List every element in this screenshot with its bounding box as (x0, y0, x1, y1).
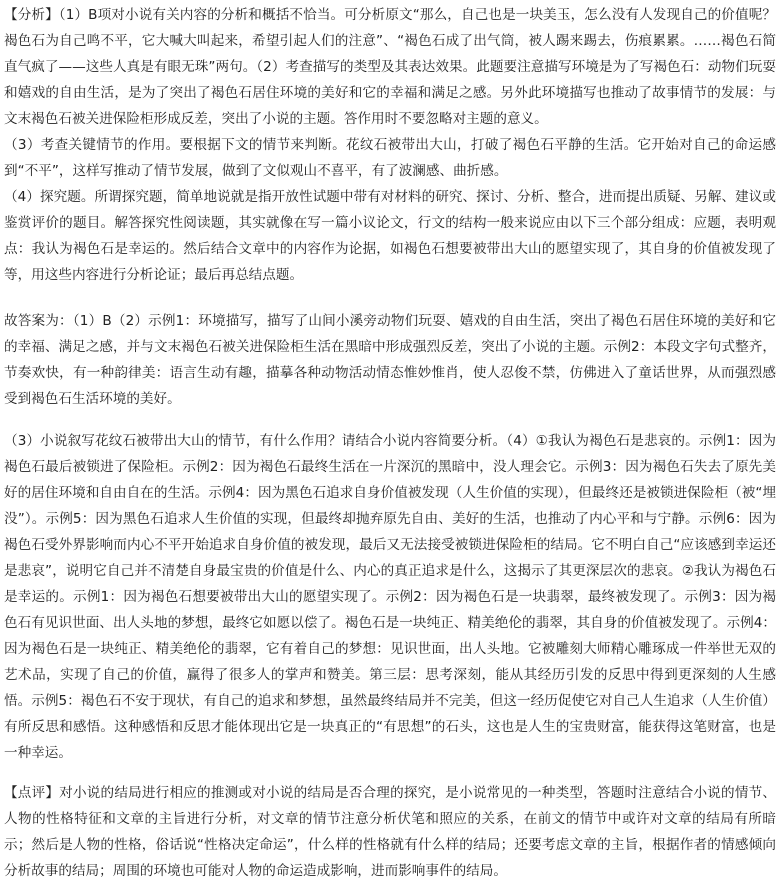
section-gap (4, 766, 776, 780)
answer-paragraph-1: 故答案为：（1）B（2）示例1：环境描写，描写了山间小溪旁动物们玩耍、嬉戏的自由生活，突出了褐色石居住环境的美好和它的幸福、满足之感，并与文末褐色石被关进保险柜生活在黑暗中形成强烈反差，突出了小说的主题。示例2：本段文字句式整齐，节奏欢快，有一种韵律美：语言生动有趣，描摹各种动物活动情态惟妙惟肖，使人忍俊不禁，仿佛进入了童话世界，从而强烈感受到褐色石生活环境的美好。 (4, 313, 776, 407)
analysis-paragraph-1: 【分析】（1）B项对小说有关内容的分析和概括不恰当。可分析原文“那么，自己也是一块美玉，怎么没有人发现自己的价值呢？褐色石为自己鸣不平，它大喊大叫起来，希望引起人们的注意”、“褐色石成了出气筒，被人踢来踢去，伤痕累累。……褐色石简直气疯了——这些人真是有眼无珠”两句。（2）考查描写的类型及其表达效果。此题要注意描写环境是为了写褐色石：动物们玩耍和嬉戏的自由生活，是为了突出了褐色石居住环境的美好和它的幸福和满足之感。另外此环境描写也推动了故事情节的发展：与文末褐色石被关进保险柜形成反差，突出了小说的主题。答作用时不要忽略对主题的意义。 (4, 7, 776, 127)
answer-paragraph-2: （3）小说叙写花纹石被带出大山的情节，有什么作用？请结合小说内容简要分析。（4）①我认为褐色石是悲哀的。示例1：因为褐色石最后被锁进了保险柜。示例2：因为褐色石最终生活在一片深沉的黑暗中，没人理会它。示例3：因为褐色石失去了原先美好的居住环境和自由自在的生活。示例4：因为黑色石追求自身价值被发现（人生价值的实现），但最终还是被锁进保险柜（被“埋没”）。示例5：因为黑色石追求人生价值的实现，但最终却抛弃原先自由、美好的生活，也推动了内心平和与宁静。示例6：因为褐色石受外界影响而内心不平开始追求自身价值的被发现，最后又无法接受被锁进保险柜的结局。它不明白自己“应该感到幸运还是悲哀”，说明它自己并不清楚自身最宝贵的价值是什么、内心的真正追求是什么，这揭示了其更深层次的悲哀。②我认为褐色石是幸运的。示例1：因为褐色石想要被带出大山的愿望实现了。示例2：因为褐色石是一块翡翠，最终被发现了。示例3：因为褐色石有见识世面、出人头地的梦想，最终它如愿以偿了。褐色石是一块纯正、精美绝伦的翡翠，其自身的价值被发现了。示例4：因为褐色石是一块纯正、精美绝伦的翡翠，它有着自己的梦想：见识世面，出人头地。它被雕刻大师精心雕琢成一件举世无双的艺术品，实现了自己的价值，赢得了很多人的掌声和赞美。第三层：思考深刻，能从其经历引发的反思中得到更深刻的人生感悟。示例5：褐色石不安于现状，有自己的追求和梦想，虽然最终结局并不完美，但这一经历促使它对自己人生追求（人生价值）有所反思和感悟。这种感悟和反思才能体现出它是一块真正的“有思想”的石头，这也是人生的宝贵财富，能获得这笔财富，也是一种幸运。 (4, 433, 776, 761)
comment-paragraph: 【点评】对小说的结局进行相应的推测或对小说的结局是否合理的探究，是小说常见的一种类型，答题时注意结合小说的情节、人物的性格特征和文章的主旨进行分析，对文章的情节注意分析伏笔和照应的关系，在前文的情节中或许对文章的结局有所暗示；然后是人物的性格，俗话说“性格决定命运”，什么样的性格就有什么样的结局；还要考虑文章的主旨，根据作者的情感倾向分析故事的结局；周围的环境也可能对人物的命运造成影响，进而影响事件的结局。 (4, 785, 776, 879)
section-gap (4, 288, 776, 308)
analysis-paragraph-3: （4）探究题。所谓探究题，简单地说就是指开放性试题中带有对材料的研究、探讨、分析、整合，进而提出质疑、另解、建议或鉴赏评价的题目。解答探究性阅读题，其实就像在写一篇小议论文，行文的结构一般来说应由以下三个部分组成：应题，表明观点：我认为褐色石是幸运的。然后结合文章中的内容作为论据，如褐色石想要被带出大山的愿望实现了，其自身的价值被发现了等，用这些内容进行分析论证；最后再总结点题。 (4, 189, 776, 283)
analysis-paragraph-2: （3）考查关键情节的作用。要根据下文的情节来判断。花纹石被带出大山，打破了褐色石平静的生活。它开始对自己的命运感到“不平”，这样写推动了情节发展，做到了文似观山不喜平，有了波澜感、曲折感。 (4, 137, 776, 179)
section-gap (4, 412, 776, 428)
